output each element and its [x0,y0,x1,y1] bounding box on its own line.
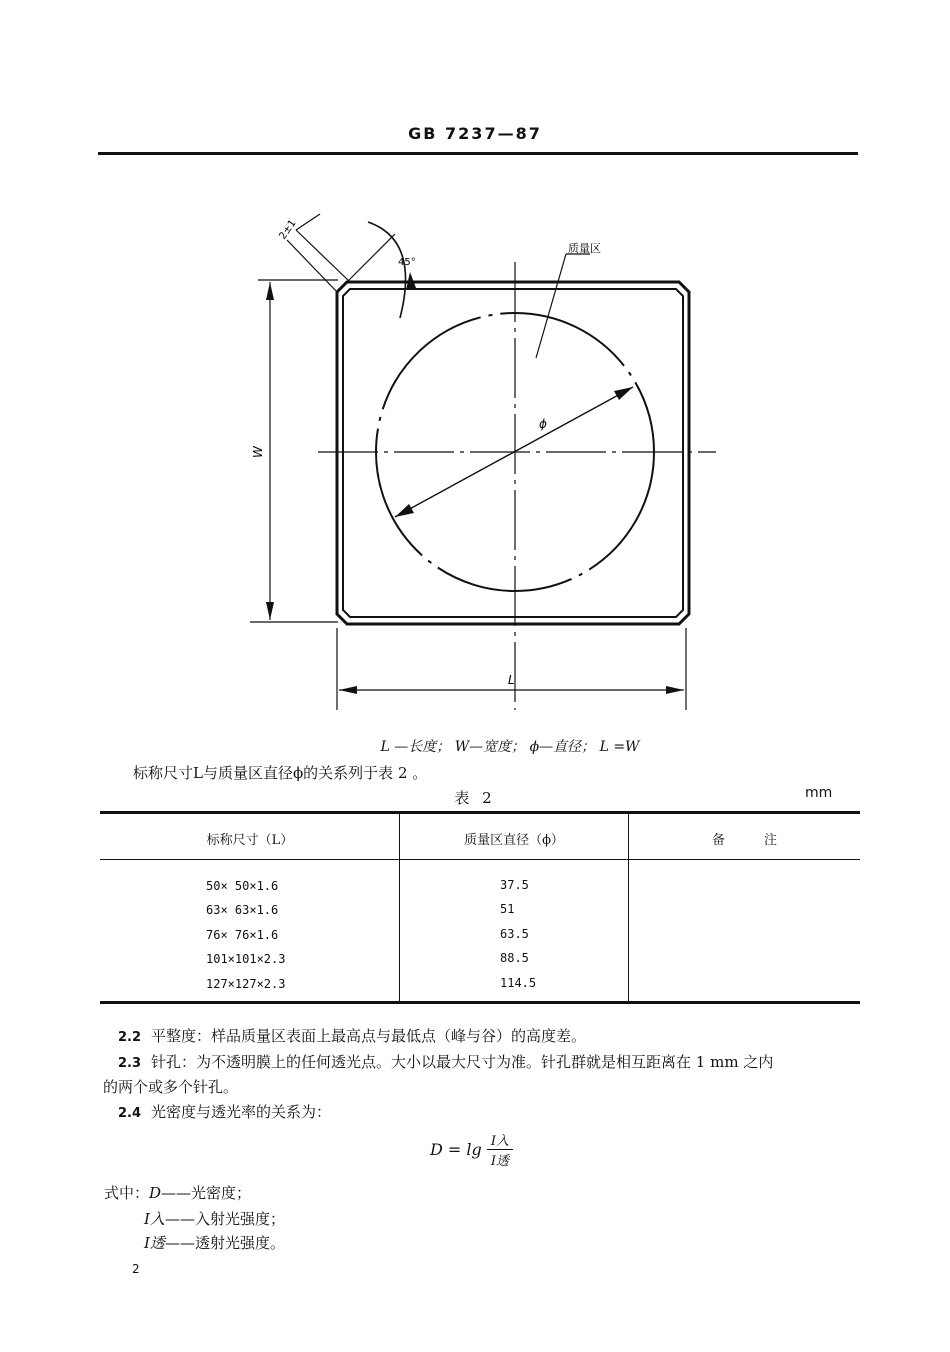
table-header-rule [100,859,860,860]
density-formula: D = lg I入 I透 [430,1130,513,1169]
table-bottom-rule [100,1001,860,1004]
definition-transmitted: I透——透射光强度。 [144,1234,285,1252]
clause-2-3-continued: 的两个或多个针孔。 [103,1078,239,1096]
table-cell-diameter: 114.5 [500,976,537,990]
table-cell-diameter: 51 [500,902,515,916]
definition-incident: I入——入射光强度； [144,1210,285,1228]
angle-label: 45° [398,257,416,268]
table-intro-text: 标称尺寸L与质量区直径ϕ的关系列于表 2 。 [133,764,428,782]
table-cell-diameter: 88.5 [500,951,529,965]
clause-2-4: 2.4 光密度与透光率的关系为： [118,1103,332,1121]
length-label: L [508,673,515,687]
table-cell-size: 127×127×2.3 [206,977,286,991]
definition-density: 式中：D——光密度； [104,1184,252,1202]
chamfer-label: 2±1 [277,218,299,242]
figure-caption: L —长度； W—宽度； ϕ—直径； L =W [380,739,640,755]
table-cell-diameter: 37.5 [500,878,529,892]
chamfer-ext-2 [347,234,395,282]
page-number: 2 [132,1262,140,1276]
standard-header: GB 7237—87 [408,124,542,143]
table-unit: mm [805,785,833,801]
table-header-diameter: 质量区直径（ϕ） [464,833,564,848]
clause-2-3: 2.3 针孔：为不透明膜上的任何透光点。大小以最大尺寸为准。针孔群就是相互距离在 1 mm 之内 [118,1053,774,1071]
table-title: 表 2 [454,789,496,807]
table-cell-size: 63× 63×1.6 [206,903,279,917]
table-top-rule [100,811,860,814]
quality-zone-label: 质量区 [568,242,601,255]
angle-arc [368,222,406,318]
width-label: W [251,446,265,458]
diameter-arrow-lower [395,504,414,517]
quality-zone-leader [536,254,566,358]
table-cell-size: 101×101×2.3 [206,952,286,966]
table-cell-size: 76× 76×1.6 [206,928,279,942]
diameter-label: ϕ [539,417,547,431]
chamfer-ext-1 [287,240,337,292]
table-header-remarks: 备 注 [711,833,777,848]
table-cell-size: 50× 50×1.6 [206,879,279,893]
formula-fraction: I入 I透 [487,1130,513,1169]
table-header-size: 标称尺寸（L） [206,833,294,848]
diameter-arrow-upper [614,387,633,400]
chamfer-dim [296,214,320,230]
clause-2-2: 2.2 平整度：样品质量区表面上最高点与最低点（峰与谷）的高度差。 [118,1027,587,1045]
table-cell-diameter: 63.5 [500,927,529,941]
